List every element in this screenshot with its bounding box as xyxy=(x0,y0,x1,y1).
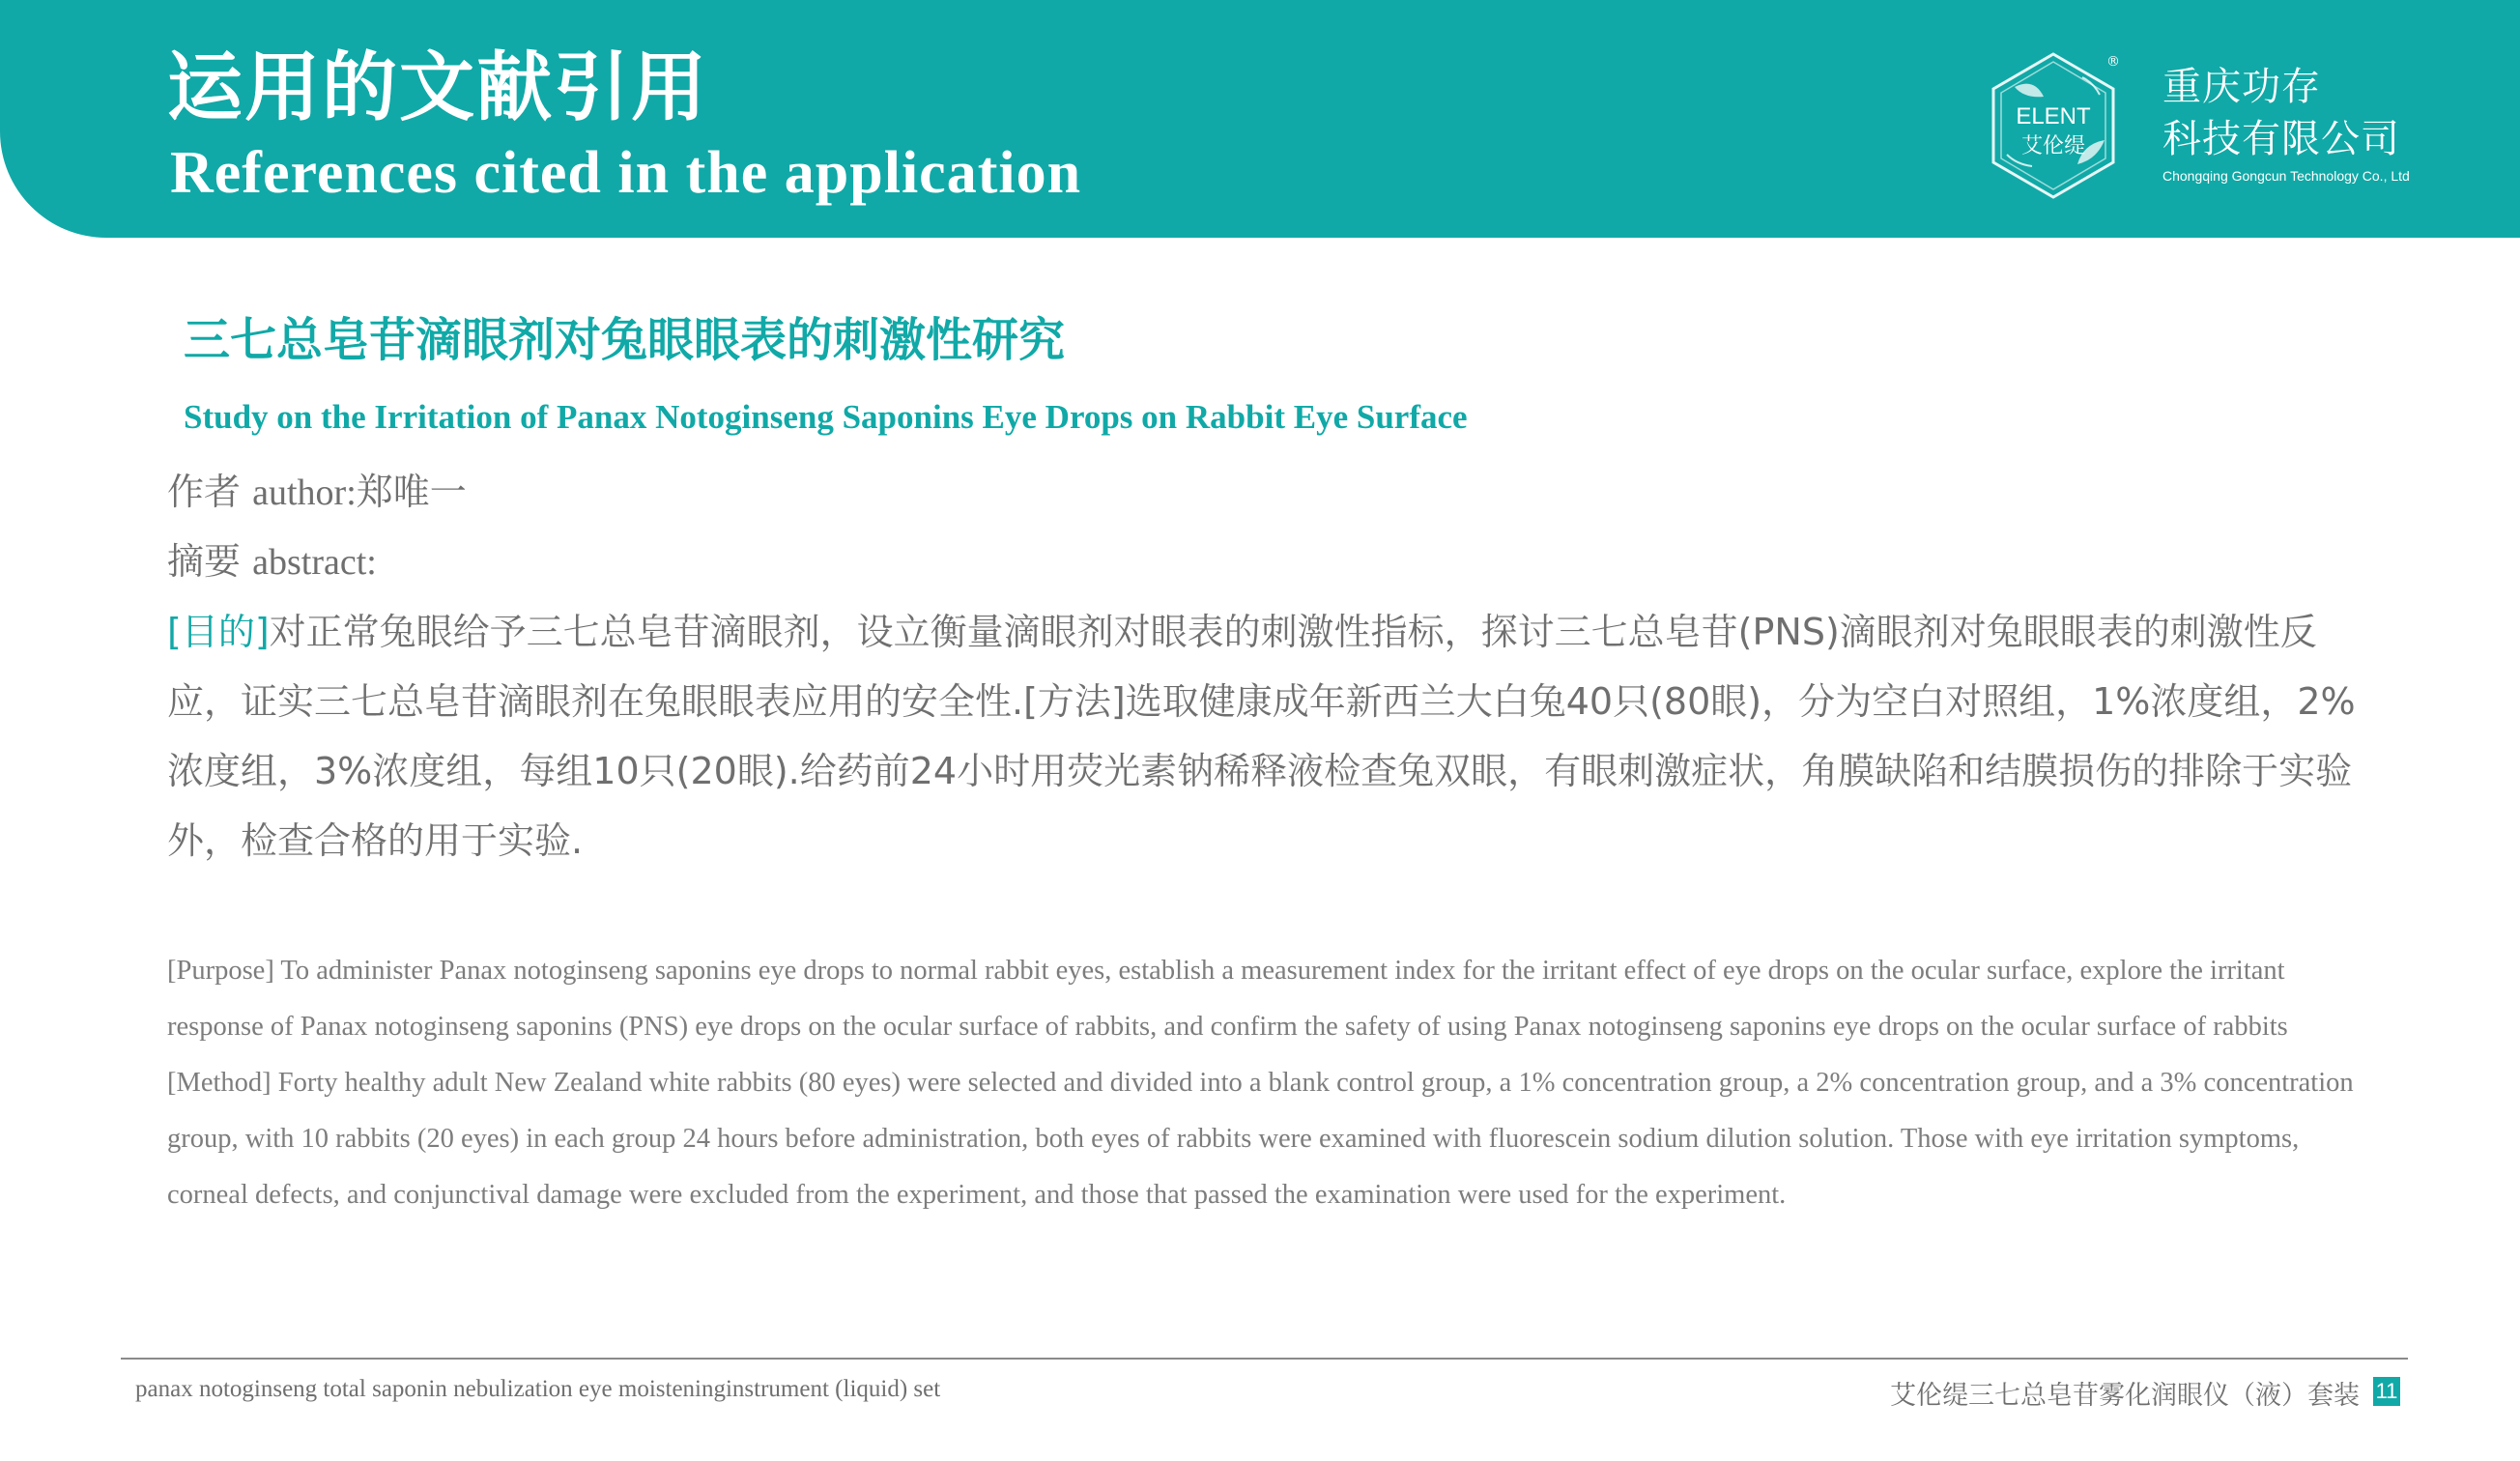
abstract-text-zh xyxy=(167,597,2370,875)
company-name-en: Chongqing Gongcun Technology Co., Ltd xyxy=(2162,168,2410,184)
abstract-label-en: abstract: xyxy=(252,542,377,583)
hexagon-leaf-logo-icon xyxy=(1986,48,2121,203)
footer-product-name-zh: 艾伦缇三七总皂苷雾化润眼仪（液）套装 xyxy=(1890,1381,2360,1411)
footer-divider xyxy=(121,1358,2408,1360)
study-title-en: Study on the Irritation of Panax Notoginseng Saponins Eye Drops on Rabbit Eye Surface xyxy=(184,398,1468,436)
author-label-zh: 作者 xyxy=(167,471,242,513)
author-label-en: author: xyxy=(252,473,357,513)
page-title-en: References cited in the application xyxy=(170,140,1082,206)
page-number: 11 xyxy=(2373,1377,2400,1406)
author-name: 郑唯一 xyxy=(356,471,467,513)
author-line xyxy=(167,473,467,511)
abstract-label-zh: 摘要 xyxy=(167,540,242,583)
logo-text: ELENT xyxy=(2016,103,2091,129)
registered-mark: ® xyxy=(2106,54,2120,70)
study-title-zh: 三七总皂苷滴眼剂对兔眼眼表的刺激性研究 xyxy=(184,313,1066,367)
header-banner xyxy=(0,0,2520,238)
page-title-zh: 运用的文献引用 xyxy=(167,44,709,131)
footer-product-name-en: panax notoginseng total saponin nebulization eye moisteninginstrument (liquid) set xyxy=(135,1376,941,1402)
brand-logo xyxy=(1986,48,2121,203)
abstract-body-zh: 对正常兔眼给予三七总皂苷滴眼剂，设立衡量滴眼剂对眼表的刺激性指标，探讨三七总皂苷(PNS)滴眼剂对兔眼眼表的刺激性反应，证实三七总皂苷滴眼剂在兔眼眼表应用的安全性.[方法]选取健康成年新西兰大白兔40只(80眼)，分为空白对照组，1%浓度组，2%浓度组，3%浓度组，每组10只(20眼).给药前24小时用荧光素钠稀释液检查兔双眼，有眼刺激症状，角膜缺陷和结膜损伤的排除于实验外，检查合格的用于实验. xyxy=(167,611,2356,862)
company-name-zh-line1: 重庆功存 xyxy=(2162,65,2321,109)
abstract-label-line xyxy=(167,540,377,583)
company-name-zh-line2: 科技有限公司 xyxy=(2162,117,2400,161)
purpose-tag: [目的] xyxy=(167,611,270,653)
logo-text-zh: 艾伦缇 xyxy=(2020,134,2086,158)
abstract-text-en: [Purpose] To administer Panax notoginseng saponins eye drops to normal rabbit eyes, establish a measurement index for the irritant effect of eye drops on the ocular surface, explore the irritant response of Panax notoginseng saponins (PNS) eye drops on the ocular surface of rabbits, and confirm the safety of using Panax notoginseng saponins eye drops on the ocular surface of rabbits [Method] Forty healthy adult New Zealand white rabbits (80 eyes) were selected and divided into a blank control group, a 1% concentration group, a 2% concentration group, and a 3% concentration group, with 10 rabbits (20 eyes) in each group 24 hours before administration, both eyes of rabbits were examined with fluorescein sodium dilution solution. Those with eye irritation symptoms, corneal defects, and conjunctival damage were excluded from the experiment, and those that passed the examination were used for the experiment. xyxy=(167,956,2354,1210)
